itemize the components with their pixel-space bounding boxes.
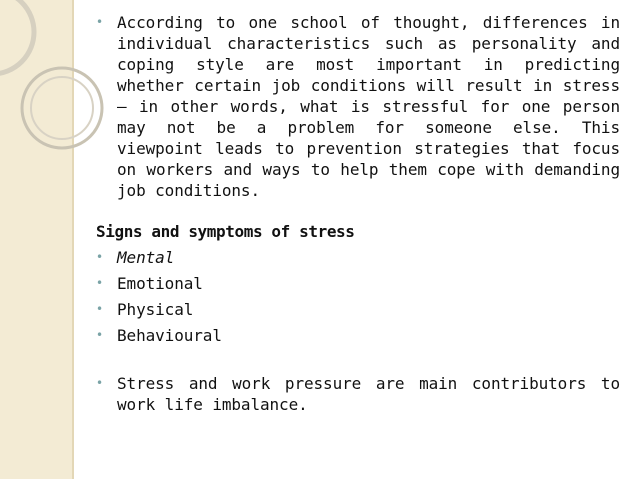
- bullet-paragraph-closing: [96, 373, 620, 415]
- ring-middle-inner: [31, 77, 93, 139]
- slide-body: [96, 12, 620, 415]
- section-heading: Signs and symptoms of stress: [96, 222, 355, 241]
- bullet-dot: •: [96, 276, 103, 290]
- bullet-dot: •: [96, 250, 103, 264]
- ring-top: [0, 0, 34, 74]
- bullet-dot: •: [96, 15, 103, 29]
- symptom-label: Emotional: [117, 274, 203, 293]
- symptom-label: Physical: [117, 300, 194, 319]
- symptom-label: Mental: [117, 248, 175, 267]
- symptom-item-mental: [96, 247, 620, 268]
- bullet-dot: •: [96, 376, 103, 390]
- symptom-label: Behavioural: [117, 326, 222, 345]
- paragraph-text: According to one school of thought, differences in individual characteristics such as personality and coping style are most important in predicting whether certain job conditions will result in stress – in other words, what is stressful for one person may not be a problem for someone else. This viewpoint leads to prevention strategies that focus on workers and ways to help them cope with demanding job conditions.: [117, 13, 620, 200]
- ring-middle: [22, 68, 102, 148]
- symptom-item-behavioural: [96, 325, 620, 346]
- symptom-item-emotional: [96, 273, 620, 294]
- bullet-dot: •: [96, 328, 103, 342]
- closing-text: Stress and work pressure are main contributors to work life imbalance.: [117, 374, 620, 414]
- bullet-dot: •: [96, 302, 103, 316]
- bullet-paragraph-school-of-thought: [96, 12, 620, 201]
- symptom-item-physical: [96, 299, 620, 320]
